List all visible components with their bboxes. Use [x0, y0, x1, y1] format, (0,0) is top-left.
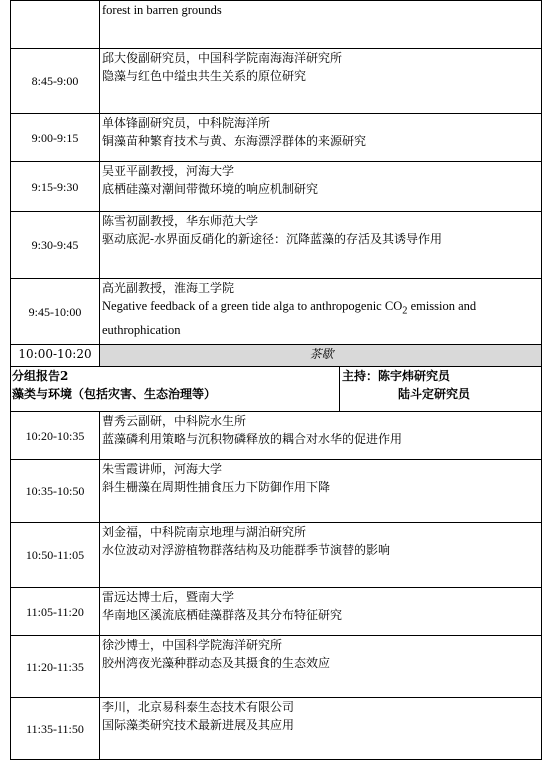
talk-speaker: 徐沙博士，中国科学院海洋研究所 [102, 638, 283, 652]
talk-speaker: 邱大俊副研究员，中国科学院南海海洋研究所 [102, 51, 343, 65]
time-cell: 8:45-9:00 [11, 49, 100, 114]
table-row [11, 49, 542, 114]
chair-secondary: 陆斗定研究员 [398, 387, 471, 401]
talk-title: 隐藻与红色中缢虫共生关系的原位研究 [102, 69, 307, 83]
talk-cell [100, 412, 542, 460]
talk-cell [100, 279, 542, 345]
talk-title-part2: emission and euthrophication [102, 299, 477, 337]
section-header-row [11, 367, 542, 412]
table-row [11, 1, 542, 49]
talk-title: 蓝藻磷利用策略与沉积物磷释放的耦合对水华的促进作用 [102, 432, 403, 446]
talk-speaker: 吴亚平副教授，河海大学 [102, 164, 235, 178]
talk-speaker: 单体锋副研究员，中科院海洋所 [102, 116, 271, 130]
time-cell: 9:30-9:45 [11, 212, 100, 279]
talk-speaker: 雷远达博士后，暨南大学 [102, 590, 235, 604]
talk-title: forest in barren grounds [102, 3, 222, 17]
talk-cell [100, 588, 542, 636]
talk-speaker: 李川，北京易科泰生态技术有限公司 [102, 700, 295, 714]
talk-cell [100, 49, 542, 114]
time-cell: 11:20-11:35 [11, 636, 100, 698]
table-row [11, 523, 542, 588]
table-row [11, 412, 542, 460]
table-row [11, 698, 542, 760]
table-row [11, 636, 542, 698]
talk-title [102, 297, 541, 339]
talk-cell [100, 212, 542, 279]
talk-cell [100, 523, 542, 588]
talk-cell [100, 1, 542, 49]
talk-title-subscript: 2 [402, 305, 408, 317]
talk-title: 水位波动对浮游植物群落结构及功能群季节演替的影响 [102, 543, 391, 557]
time-cell: 10:20-10:35 [11, 412, 100, 460]
tea-break-cell: 茶歇 [100, 345, 542, 367]
talk-cell [100, 636, 542, 698]
talk-speaker: 曹秀云副研，中科院水生所 [102, 414, 247, 428]
time-cell: 10:35-10:50 [11, 460, 100, 523]
table-row [11, 114, 542, 162]
talk-title: 国际藻类研究技术最新进展及其应用 [102, 718, 295, 732]
talk-cell [100, 698, 542, 760]
talk-title: 胶州湾夜光藻种群动态及其摄食的生态效应 [102, 656, 331, 670]
table-row [11, 460, 542, 523]
section-topic: 藻类与环境（包括灾害、生态治理等） [12, 387, 217, 401]
schedule-table [10, 0, 542, 760]
talk-title: 铜藻苗种繁育技术与黄、东海漂浮群体的来源研究 [102, 134, 367, 148]
time-cell: 10:50-11:05 [11, 523, 100, 588]
talk-title: 驱动底泥-水界面反硝化的新途径：沉降蓝藻的存活及其诱导作用 [102, 232, 443, 246]
talk-cell [100, 460, 542, 523]
time-cell: 11:05-11:20 [11, 588, 100, 636]
talk-title: 华南地区溪流底栖硅藻群落及其分布特征研究 [102, 608, 343, 622]
table-row [11, 279, 542, 345]
time-cell: 11:35-11:50 [11, 698, 100, 760]
talk-title: 底栖硅藻对潮间带微环境的响应机制研究 [102, 182, 319, 196]
chair-primary: 主持：陈宇炜研究员 [342, 369, 451, 383]
talk-speaker: 朱雪霞讲师，河海大学 [102, 462, 223, 476]
time-cell [11, 1, 100, 49]
time-cell: 10:00-10:20 [11, 345, 100, 367]
time-cell: 9:15-9:30 [11, 162, 100, 212]
talk-title: 斜生栅藻在周期性捕食压力下防御作用下降 [102, 480, 331, 494]
table-row [11, 588, 542, 636]
talk-cell [100, 114, 542, 162]
table-row [11, 162, 542, 212]
talk-cell [100, 162, 542, 212]
section-title-cell [11, 367, 340, 412]
talk-title-part1: Negative feedback of a green tide alga to anthropogenic CO [102, 299, 403, 313]
time-cell: 9:45-10:00 [11, 279, 100, 345]
table-row [11, 212, 542, 279]
table-row [11, 345, 542, 367]
talk-speaker: 刘金福，中科院南京地理与湖泊研究所 [102, 525, 307, 539]
talk-speaker: 高光副教授，淮海工学院 [102, 281, 235, 295]
section-number: 分组报告2 [12, 369, 69, 383]
section-chair-cell [340, 367, 542, 412]
talk-speaker: 陈雪初副教授，华东师范大学 [102, 214, 259, 228]
time-cell: 9:00-9:15 [11, 114, 100, 162]
